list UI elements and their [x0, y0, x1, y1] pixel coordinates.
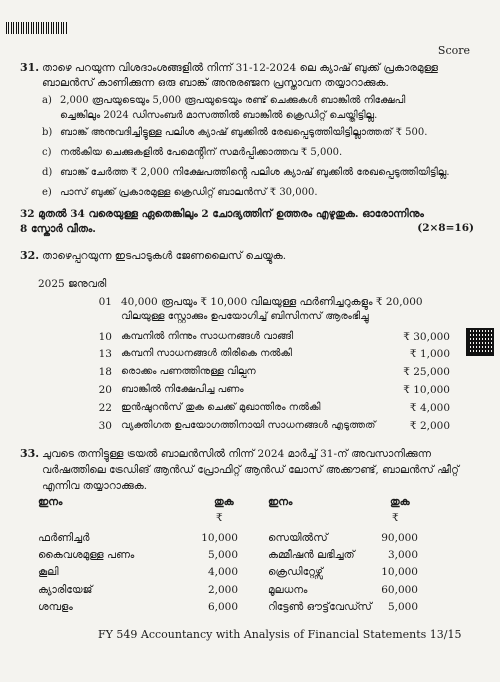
question-33-number: 33.	[20, 447, 40, 460]
question-32-number: 32.	[20, 249, 40, 262]
entry-10-day: 10	[98, 331, 112, 343]
entry-20-day: 20	[98, 384, 112, 396]
entry-30-amount: ₹ 2,000	[409, 420, 450, 432]
section-marks: (2×8=16)	[417, 222, 474, 234]
left-amount-5: 6,000	[207, 601, 238, 613]
left-amount-1: 10,000	[201, 532, 238, 544]
qr-code	[466, 328, 494, 356]
option-a-line1: 2,000 രൂപയുടെയും 5,000 രൂപയുടെയും രണ്ട് ചെക്കുകൾ ബാങ്കിൽ നിക്ഷേപി	[60, 95, 406, 106]
option-a-line2: ച്ചെങ്കിലും 2024 ഡിസംബർ മാസത്തിൽ ബാങ്കിൽ ക്രെഡിറ്റ് ചെയ്തിട്ടില്ല.	[60, 110, 378, 121]
option-c-label: c)	[42, 147, 52, 158]
entry-20-amount: ₹ 10,000	[403, 384, 450, 396]
right-item-3: ക്രെഡിറ്റേഴ്സ്	[268, 566, 323, 578]
table-header-amount-right: തുക	[390, 496, 410, 508]
left-item-4: ക്യാരിയേജ്	[38, 584, 93, 596]
entry-30-text: വ്യക്തിഗത ഉപയോഗത്തിനായി സാധനങ്ങൾ എടുത്തത്	[121, 420, 376, 431]
question-33-line2: വർഷത്തിലെ ട്രേഡിങ് ആൻഡ് പ്രോഫിറ്റ് ആൻഡ് ലോസ് അക്കൗണ്ട്, ബാലൻസ് ഷീറ്റ്	[42, 464, 459, 476]
entry-18-amount: ₹ 25,000	[403, 366, 450, 378]
left-amount-4: 2,000	[207, 584, 238, 596]
question-31-text-line1: താഴെ പറയുന്ന വിശദാംശങ്ങളിൽ നിന്ന് 31-12-2024 ലെ ക്യാഷ് ബുക്ക് പ്രകാരമുള്ള	[42, 62, 438, 74]
option-a-label: a)	[42, 95, 52, 106]
question-33-line1: ചുവടെ തന്നിട്ടുള്ള ട്രയൽ ബാലൻസിൽ നിന്ന് 2024 മാർച്ച് 31-ന് അവസാനിക്കുന്ന	[42, 448, 431, 460]
right-amount-2: 3,000	[387, 549, 418, 561]
entry-13-amount: ₹ 1,000	[409, 348, 450, 360]
right-item-2: കമ്മീഷൻ ലഭിച്ചത്	[268, 549, 355, 561]
entry-01-line2: വിലയുള്ള സ്റ്റോക്കും ഉപയോഗിച്ച് ബിസിനസ് ആരംഭിച്ചു	[121, 311, 369, 322]
table-header-item-left: ഇനം	[38, 496, 63, 508]
left-item-1: ഫർണിച്ചർ	[38, 532, 90, 544]
table-header-amount-left: തുക	[214, 496, 234, 508]
question-31-text-line2: ബാലൻസ് കാണിക്കുന്ന ഒരു ബാങ്ക് അനുരഞ്ജന പ്രസ്താവന തയ്യാറാക്കുക.	[42, 77, 389, 89]
journal-month: 2025 ജനുവരി	[38, 278, 107, 290]
entry-22-day: 22	[98, 402, 112, 414]
entry-20-text: ബാങ്കിൽ നിക്ഷേപിച്ച പണം	[121, 384, 244, 395]
entry-18-day: 18	[98, 366, 112, 378]
option-b-line1: ബാങ്ക് അനുവദിച്ചിട്ടുള്ള പലിശ ക്യാഷ് ബുക്കിൽ രേഖപ്പെടുത്തിയിട്ടില്ലാത്തത് ₹ 500.	[60, 127, 428, 138]
entry-30-day: 30	[98, 420, 112, 432]
right-amount-5: 5,000	[387, 601, 418, 613]
entry-18-text: രൊക്കം പണത്തിനുള്ള വില്പന	[121, 366, 256, 377]
section-instruction-line1: 32 മുതൽ 34 വരെയുള്ള ഏതെങ്കിലും 2 ചോദ്യത്തിന് ഉത്തരം എഴുതുക. ഓരോന്നിനും	[20, 208, 424, 220]
rupee-symbol-right: ₹	[392, 512, 399, 524]
left-amount-3: 4,000	[207, 566, 238, 578]
right-amount-3: 10,000	[381, 566, 418, 578]
entry-22-amount: ₹ 4,000	[409, 402, 450, 414]
question-31-number: 31.	[20, 61, 40, 74]
option-b-label: b)	[42, 127, 53, 138]
entry-10-text: കമ്പനിൽ നിന്നും സാധനങ്ങൾ വാങ്ങി	[121, 331, 294, 342]
option-d-line1: ബാങ്ക് ചേർത്ത ₹ 2,000 നിക്ഷേപത്തിൻ്റെ പലിശ ക്യാഷ് ബുക്കിൽ രേഖപ്പെടുത്തിയിട്ടില്ല.	[60, 167, 450, 178]
barcode	[6, 22, 68, 34]
entry-22-text: ഇൻഷുറൻസ് തുക ചെക്ക് മുഖാന്തിരം നൽകി	[121, 402, 321, 413]
entry-13-text: കമ്പനി സാധനങ്ങൾ തിരികെ നൽകി	[121, 348, 292, 359]
left-amount-2: 5,000	[207, 549, 238, 561]
question-33-line3: എന്നിവ തയ്യാറാക്കുക.	[42, 480, 148, 492]
right-amount-1: 90,000	[381, 532, 418, 544]
question-32-text: താഴെപ്പറയുന്ന ഇടപാടുകൾ ജേണലൈസ് ചെയ്യുക.	[42, 250, 287, 262]
right-amount-4: 60,000	[381, 584, 418, 596]
option-c-line1: നൽകിയ ചെക്കുകളിൽ പേമെൻ്റിന് സമർപ്പിക്കാത്തവ ₹ 5,000.	[60, 147, 343, 158]
option-d-label: d)	[42, 167, 53, 178]
table-header-item-right: ഇനം	[268, 496, 293, 508]
left-item-5: ശമ്പളം	[38, 601, 73, 613]
section-instruction-line2: 8 സ്കോർ വീതം.	[20, 223, 96, 235]
page-footer: FY 549 Accountancy with Analysis of Financial Statements 13/15	[98, 628, 462, 641]
option-e-line1: പാസ് ബുക്ക് പ്രകാരമുള്ള ക്രെഡിറ്റ് ബാലൻസ് ₹ 30,000.	[60, 187, 318, 198]
score-label: Score	[437, 44, 470, 57]
left-item-3: കൂലി	[38, 566, 59, 578]
right-item-4: മൂലധനം	[268, 584, 308, 596]
entry-01-line1: 40,000 രൂപയും ₹ 10,000 വിലയുള്ള ഫർണിച്ചറുകളും ₹ 20,000	[121, 296, 423, 308]
option-e-label: e)	[42, 187, 52, 198]
right-item-5: റിട്ടേൺ ഔട്ട്‌വേഡ്സ്	[268, 601, 372, 613]
left-item-2: കൈവശമുള്ള പണം	[38, 549, 135, 561]
right-item-1: സെയിൽസ്	[268, 532, 328, 544]
entry-01-day: 01	[98, 296, 112, 308]
rupee-symbol-left: ₹	[216, 512, 223, 524]
entry-10-amount: ₹ 30,000	[403, 331, 450, 343]
entry-13-day: 13	[98, 348, 112, 360]
